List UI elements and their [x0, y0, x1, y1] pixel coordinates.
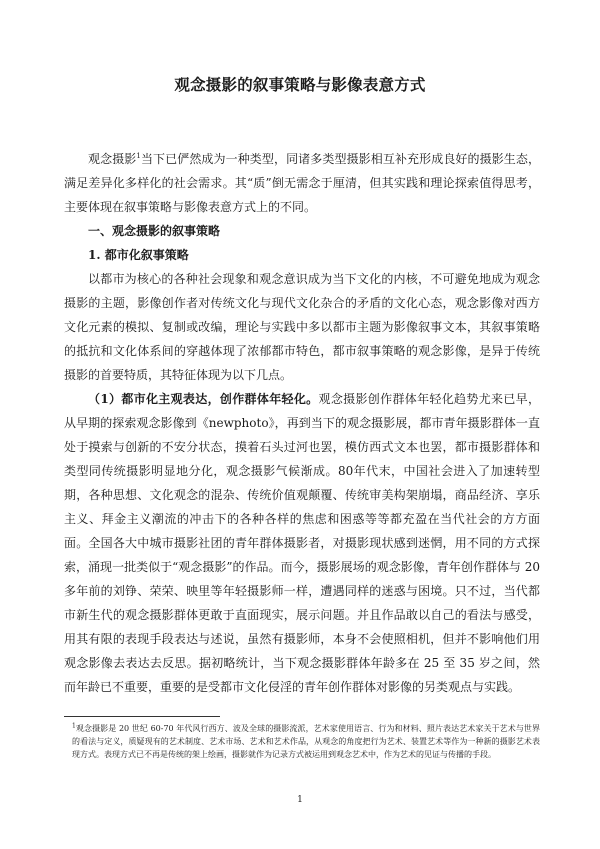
point-one-lead: （1）都市化主观表达，创作群体年轻化。: [88, 392, 319, 406]
document-title: 观念摄影的叙事策略与影像表意方式: [174, 76, 426, 94]
subsection-heading: 1. 都市化叙事策略: [88, 248, 189, 262]
intro-paragraph: [64, 147, 540, 219]
footnote: [72, 722, 540, 761]
footnote-divider: [64, 716, 220, 717]
document-body: [64, 147, 540, 699]
footnote-marker: 1: [72, 722, 76, 730]
urban-narrative-paragraph: 以都市为核心的各种社会现象和观念意识成为当下文化的内核，不可避免地成为观念摄影的主题，影像创作者对传统文化与现代文化杂合的矛盾的文化心态，观念影像对西方文化元素的模拟、复制或改编，理论与实践中多以都市主题为影像叙事文本，其叙事策略的抵抗和文化体系间的穿越体现了浓郁都市特色，都市叙事策略的观念影像，是异于传统摄影的首要特质，其特征体现为以下几点。: [64, 272, 540, 382]
point-one-paragraph: [64, 387, 540, 699]
footnote-text: 观念摄影是 20 世纪 60-70 年代风行西方、波及全球的摄影流派，艺术家使用语言、行为和材料、照片表达艺术家关于艺术与世界的看法与定义，质疑现有的艺术制度、艺术市场、艺术和艺术作品，从观念的角度把行为艺术、装置艺术等作为一种新的摄影艺术表现方式。表现方式已不再是传统的架上绘画，摄影就作为记录方式被运用到观念艺术中，作为艺术的见证与传播的手段。: [72, 724, 540, 759]
section-heading: 一、观念摄影的叙事策略: [88, 224, 221, 238]
intro-lead-text: 观念摄影: [88, 152, 137, 166]
footnote-reference[interactable]: 1: [136, 152, 141, 160]
point-one-text: 观念摄影创作群体年轻化趋势尤来已早，从早期的探索观念影像到《newphoto》，再到当下的观念摄影展，都市青年摄影群体一直处于摸索与创新的不安分状态，摸着石头过河也罢，模仿西式文本也罢，都市摄影群体和类型同传统摄影明显地分化，观念摄影气候渐成。80年代末，中国社会进入了加速转型期，各种思想、文化观念的混杂、传统价值观颠覆、传统审美构架崩塌，商品经济、享乐主义、拜金主义潮流的冲击下的各种各样的焦虑和困惑等等都充盈在当代社会的方方面面。全国各大中城市摄影社团的青年群体摄影者，对摄影现状感到迷惘，用不同的方式探索，涌现一批类似于“观念摄影”的作品。而今，摄影展场的观念影像，青年创作群体与 20 多年前的刘铮、荣荣、映里等年轻摄影师一样，遭遇同样的迷惑与困境。只不过，当代都市新生代的观念摄影群体更敢于直面现实，展示问题。并且作品敢以自己的看法与感受，用其有限的表现手段表达与述说，虽然有摄影师，本身不会使照相机，但并不影响他们用观念影像去表达去反思。据初略统计，当下观念摄影群体年龄多在 25 至 35 岁之间，然而年龄已不重要，重要的是受都市文化侵淫的青年创作群体对影像的另类观点与实践。: [64, 392, 540, 694]
intro-text: 当下已俨然成为一种类型，同诸多类型摄影相互补充形成良好的摄影生态，满足差异化多样化的社会需求。其“质”倒无需念于厘清，但其实践和理论探索值得思考，主要体现在叙事策略与影像表意方式上的不同。: [64, 152, 540, 214]
page-number: 1: [297, 795, 303, 805]
